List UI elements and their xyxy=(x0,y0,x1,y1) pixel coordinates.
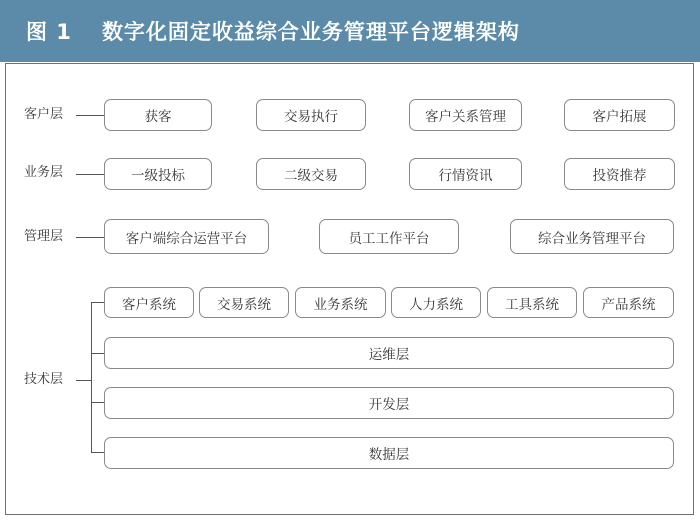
tech-bar-operations: 运维层 xyxy=(104,337,674,369)
tech-system-product: 产品系统 xyxy=(583,287,674,318)
tech-system-customer: 客户系统 xyxy=(104,287,194,318)
technology-bracket-tick-ops xyxy=(91,353,104,354)
technology-bracket-tick-data xyxy=(91,452,104,453)
tech-system-hr: 人力系统 xyxy=(391,287,481,318)
technology-bracket-vertical xyxy=(91,302,92,452)
customer-item-trade-execution: 交易执行 xyxy=(256,99,366,131)
customer-layer-label: 客户层 xyxy=(24,107,64,122)
business-item-primary-bidding: 一级投标 xyxy=(104,158,212,190)
business-item-secondary-trading: 二级交易 xyxy=(256,158,366,190)
tech-system-business: 业务系统 xyxy=(295,287,386,318)
management-item-staff-platform: 员工工作平台 xyxy=(319,219,459,254)
business-layer-label: 业务层 xyxy=(24,165,64,180)
tech-system-tools: 工具系统 xyxy=(487,287,577,318)
figure-header xyxy=(0,0,700,62)
tech-bar-development: 开发层 xyxy=(104,387,674,419)
business-item-market-info: 行情资讯 xyxy=(409,158,522,190)
figure-title: 数字化固定收益综合业务管理平台逻辑架构 xyxy=(101,20,520,44)
figure-number: 图 1 xyxy=(26,20,72,44)
management-layer-connector xyxy=(76,237,104,238)
tech-system-trading: 交易系统 xyxy=(199,287,289,318)
business-item-investment-recommendation: 投资推荐 xyxy=(564,158,675,190)
technology-layer-label: 技术层 xyxy=(24,372,64,387)
technology-bracket-tick-dev xyxy=(91,402,104,403)
tech-bar-data: 数据层 xyxy=(104,437,674,469)
customer-item-acquire: 获客 xyxy=(104,99,212,131)
technology-layer-connector xyxy=(76,380,92,381)
business-layer-connector xyxy=(76,174,104,175)
customer-item-expansion: 客户拓展 xyxy=(564,99,675,131)
technology-bracket-tick-systems xyxy=(91,302,104,303)
customer-item-crm: 客户关系管理 xyxy=(409,99,522,131)
management-item-business-mgmt-platform: 综合业务管理平台 xyxy=(510,219,674,254)
management-item-client-ops-platform: 客户端综合运营平台 xyxy=(104,219,269,254)
management-layer-label: 管理层 xyxy=(24,229,64,244)
customer-layer-connector xyxy=(76,115,104,116)
